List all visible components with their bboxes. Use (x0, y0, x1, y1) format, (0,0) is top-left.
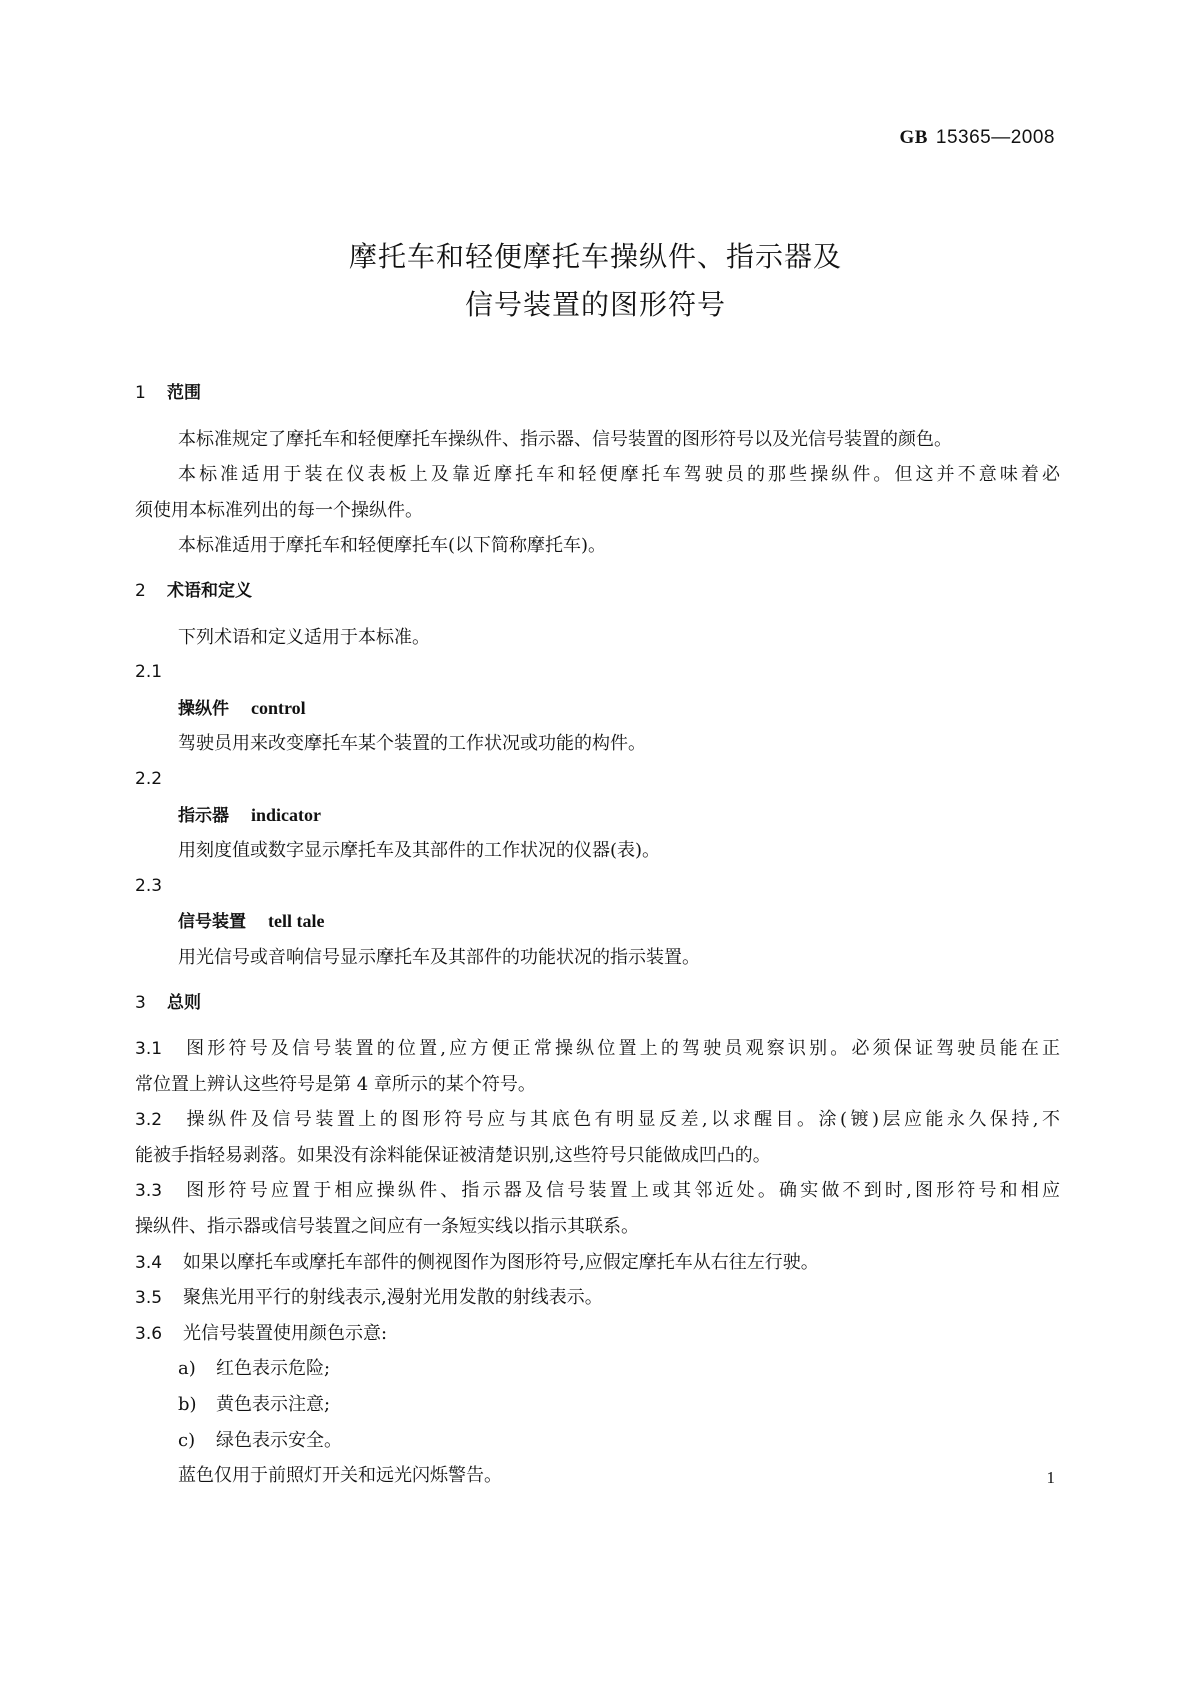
list-marker: b) (178, 1394, 197, 1416)
term-definition: 用刻度值或数字显示摩托车及其部件的工作状况的仪器(表)。 (178, 840, 661, 862)
title-line-2: 信号装置的图形符号 (464, 288, 726, 321)
document-title (0, 233, 1191, 329)
term-number: 2.2 (135, 768, 163, 789)
clause-text: 图形符号及信号装置的位置,应方便正常操纵位置上的驾驶员观察识别。必须保证驾驶员能在正 (183, 1038, 1060, 1060)
term-english: indicator (251, 804, 321, 825)
section-3-heading (135, 986, 1060, 1022)
term-number: 2.3 (135, 875, 163, 896)
section-title: 范围 (167, 383, 201, 403)
section-number: 1 (135, 383, 146, 403)
clause-text: 操纵件及信号装置上的图形符号应与其底色有明显反差,以求醒目。涂(镀)层应能永久保持,不 (183, 1109, 1060, 1131)
clause (135, 1316, 1060, 1352)
clause-number: 3.4 (135, 1252, 163, 1273)
term-definition: 用光信号或音响信号显示摩托车及其部件的功能状况的指示装置。 (178, 946, 700, 968)
page-number: 1 (1046, 1468, 1055, 1487)
paragraph: 蓝色仅用于前照灯开关和远光闪烁警告。 (178, 1465, 502, 1487)
section-number: 3 (135, 992, 146, 1013)
standard-code: 15365—2008 (935, 127, 1055, 148)
section-title: 术语和定义 (167, 580, 252, 601)
clause-number: 3.2 (135, 1110, 163, 1131)
clause (135, 1280, 1060, 1316)
paragraph: 本标准适用于装在仪表板上及靠近摩托车和轻便摩托车驾驶员的那些操纵件。但这并不意味着必 (178, 464, 1060, 486)
clause-continuation: 操纵件、指示器或信号装置之间应有一条短实线以指示其联系。 (135, 1216, 639, 1238)
standard-number (899, 126, 1055, 149)
term-definition: 驾驶员用来改变摩托车某个装置的工作状况或功能的构件。 (178, 733, 646, 755)
clause-text: 光信号装置使用颜色示意: (183, 1322, 388, 1344)
clause-number: 3.1 (135, 1039, 163, 1060)
clause-number: 3.5 (135, 1288, 163, 1309)
list-text: 黄色表示注意; (216, 1394, 331, 1416)
list-text: 绿色表示安全。 (216, 1429, 342, 1451)
section-title: 总则 (167, 992, 201, 1013)
clause (135, 1102, 1060, 1138)
clause-text: 图形符号应置于相应操纵件、指示器及信号装置上或其邻近处。确实做不到时,图形符号和相应 (183, 1180, 1060, 1202)
term-entry (135, 798, 1060, 834)
term-chinese: 操纵件 (178, 698, 229, 719)
list-text: 红色表示危险; (216, 1358, 331, 1380)
clause-continuation: 能被手指轻易剥落。如果没有涂料能保证被清楚识别,这些符号只能做成凹凸的。 (135, 1144, 771, 1166)
clause-number: 3.3 (135, 1181, 163, 1202)
clause-continuation: 常位置上辨认这些符号是第 4 章所示的某个符号。 (135, 1073, 536, 1095)
clause (135, 1173, 1060, 1209)
list-marker: c) (178, 1429, 196, 1451)
paragraph: 本标准规定了摩托车和轻便摩托车操纵件、指示器、信号装置的图形符号以及光信号装置的颜色。 (178, 428, 952, 450)
clause-text: 如果以摩托车或摩托车部件的侧视图作为图形符号,应假定摩托车从右往左行驶。 (183, 1251, 819, 1273)
term-english: tell tale (268, 911, 325, 932)
clause-text: 聚焦光用平行的射线表示,漫射光用发散的射线表示。 (183, 1287, 603, 1309)
clause (135, 1245, 1060, 1281)
paragraph: 下列术语和定义适用于本标准。 (178, 626, 430, 648)
list-item (135, 1351, 1060, 1387)
term-chinese: 指示器 (178, 805, 229, 826)
term-chinese: 信号装置 (178, 912, 246, 933)
document-body (135, 376, 1060, 1494)
paragraph: 本标准适用于摩托车和轻便摩托车(以下简称摩托车)。 (178, 535, 607, 557)
clause (135, 1031, 1060, 1067)
section-1-heading (135, 376, 1060, 412)
list-item (135, 1387, 1060, 1423)
title-line-1: 摩托车和轻便摩托车操纵件、指示器及 (348, 240, 842, 273)
section-number: 2 (135, 580, 146, 601)
list-item (135, 1423, 1060, 1459)
paragraph-continuation: 须使用本标准列出的每一个操纵件。 (135, 499, 423, 521)
list-marker: a) (178, 1358, 196, 1380)
clause-number: 3.6 (135, 1323, 163, 1344)
section-2-heading (135, 574, 1060, 610)
term-number: 2.1 (135, 662, 163, 683)
standard-prefix: GB (899, 127, 928, 148)
term-entry (135, 691, 1060, 727)
term-entry (135, 904, 1060, 940)
term-english: control (251, 697, 306, 718)
